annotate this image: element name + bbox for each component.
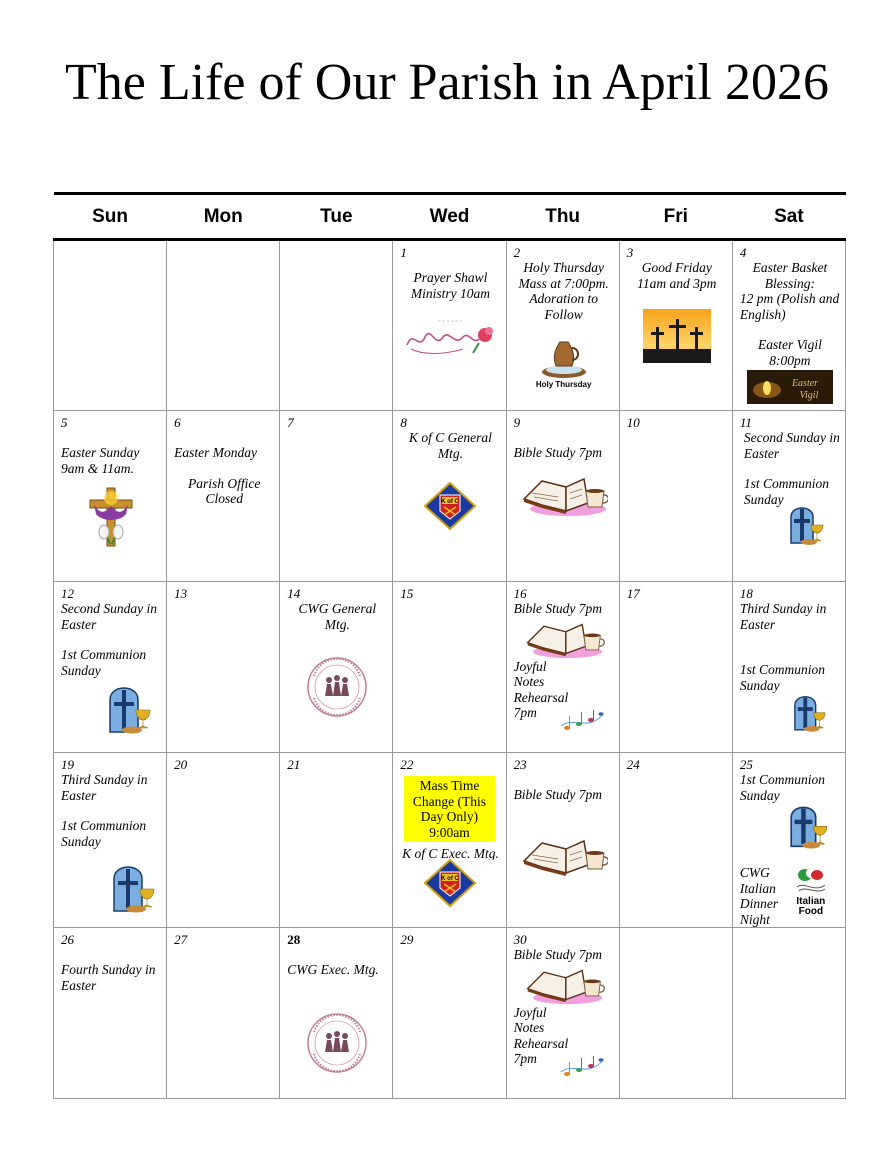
bible-coffee-icon: [520, 965, 608, 1005]
italian-food-icon: [791, 865, 831, 895]
day-cell-12: [54, 582, 167, 753]
week-row: [54, 411, 846, 582]
day-cell-9: [506, 411, 619, 582]
bible-coffee-icon: [520, 473, 608, 517]
day-cell-26: [54, 928, 167, 1099]
weekday-fri: Fri: [619, 194, 732, 240]
empty-day-cell: [280, 240, 393, 411]
event-text: Fourth Sunday in Easter: [61, 962, 156, 993]
weekday-wed: Wed: [393, 194, 506, 240]
empty-day-cell: [619, 928, 732, 1099]
event-text: Easter Vigil 8:00pm: [757, 337, 822, 368]
week-row: [54, 240, 846, 411]
empty-day-cell: [732, 928, 845, 1099]
week-row: [54, 753, 846, 928]
day-number: 20: [174, 757, 188, 772]
day-number: 3: [626, 245, 634, 260]
day-cell-1: [393, 240, 506, 411]
day-cell-3: [619, 240, 732, 411]
day-number: 11: [739, 415, 752, 430]
day-number: 16: [513, 586, 527, 601]
day-cell-27: [167, 928, 280, 1099]
day-number: 23: [513, 757, 527, 772]
stained-glass-chalice-icon: [108, 678, 152, 734]
event-text: Holy Thursday Mass at 7:00pm. Adoration to Follow: [518, 260, 609, 322]
stained-glass-chalice-icon: [112, 857, 156, 913]
stained-glass-chalice-icon: [789, 499, 825, 545]
week-row: [54, 582, 846, 753]
day-cell-29: [393, 928, 506, 1099]
weekday-mon: Mon: [167, 194, 280, 240]
weekday-sun: Sun: [54, 194, 167, 240]
music-notes-icon: [559, 1052, 605, 1080]
day-number: 19: [61, 757, 74, 772]
day-cell-23: [506, 753, 619, 928]
banner-text-word2: Vigil: [799, 390, 819, 401]
image-caption: Italian Food: [796, 896, 826, 917]
empty-day-cell: [54, 240, 167, 411]
event-text: 1st Communion Sunday: [743, 476, 829, 507]
day-number: 13: [174, 586, 188, 601]
day-cell-28: [280, 928, 393, 1099]
event-text: Prayer Shawl Ministry 10am: [410, 270, 491, 301]
week-row: [54, 928, 846, 1099]
day-number: 17: [626, 586, 640, 601]
day-number: 30: [513, 932, 527, 947]
day-cell-15: [393, 582, 506, 753]
day-number: 5: [61, 415, 68, 430]
day-number: 2: [513, 245, 521, 260]
music-notes-icon: [559, 706, 605, 734]
event-text: CWG Exec. Mtg.: [287, 962, 379, 977]
svg-text:K of C: K of C: [441, 876, 460, 882]
day-cell-17: [619, 582, 732, 753]
event-text: Second Sunday in Easter: [61, 601, 157, 632]
weekday-header-row: [54, 194, 846, 240]
event-text: Joyful Notes Rehearsal 7pm: [513, 658, 569, 720]
easter-cross-lily-icon: [86, 486, 136, 552]
day-number: 28: [287, 932, 301, 947]
event-text: CWG General Mtg.: [298, 601, 377, 632]
day-cell-10: [619, 411, 732, 582]
three-crosses-icon: [643, 309, 711, 363]
event-text: Parish Office Closed: [188, 475, 261, 506]
event-text: 1st Communion Sunday: [61, 818, 147, 849]
day-number: 14: [287, 586, 301, 601]
image-caption: Holy Thursday: [535, 380, 592, 389]
day-cell-8: [393, 411, 506, 582]
day-number: 9: [513, 415, 521, 430]
cwg-league-seal-icon: [302, 1012, 372, 1074]
empty-day-cell: [167, 240, 280, 411]
day-cell-4: [732, 240, 845, 411]
day-number: 7: [287, 415, 294, 430]
day-cell-22: [393, 753, 506, 928]
event-text: K of C Exec. Mtg.: [402, 846, 499, 860]
bible-coffee-icon: [520, 835, 608, 879]
calendar-grid: [53, 192, 846, 1099]
day-number: 6: [174, 415, 181, 430]
day-cell-19: [54, 753, 167, 928]
day-cell-16: [506, 582, 619, 753]
day-cell-13: [167, 582, 280, 753]
day-cell-11: [732, 411, 845, 582]
event-text: CWG Italian Dinner Night: [739, 865, 779, 927]
day-number: 24: [626, 757, 640, 772]
event-text: 1st Communion Sunday: [61, 647, 147, 678]
page-title: The Life of Our Parish in April 2026: [65, 54, 829, 111]
event-text: K of C General Mtg.: [409, 430, 492, 461]
day-number: 8: [400, 415, 407, 430]
event-text: Easter Sunday 9am & 11am.: [61, 445, 140, 476]
day-number: 15: [400, 586, 414, 601]
day-cell-2: [506, 240, 619, 411]
event-text: Third Sunday in Easter: [739, 601, 827, 632]
day-number: 1: [400, 245, 407, 260]
day-cell-20: [167, 753, 280, 928]
event-text: Bible Study 7pm: [513, 601, 603, 616]
cwg-league-seal-icon: [302, 656, 372, 718]
event-text: Bible Study 7pm: [513, 445, 603, 460]
knights-of-columbus-emblem-icon: [423, 481, 477, 531]
event-text: 1st Communion Sunday: [739, 662, 825, 693]
event-text: Second Sunday in Easter: [743, 430, 840, 461]
weekday-sat: Sat: [732, 194, 845, 240]
day-number: 26: [61, 932, 74, 947]
stained-glass-chalice-icon: [789, 797, 829, 849]
day-number: 4: [739, 245, 747, 260]
pitcher-basin-icon: [538, 336, 590, 380]
day-number: 25: [739, 757, 753, 772]
bible-coffee-icon: [520, 619, 608, 659]
mass-time-change-highlight: Mass Time Change (This Day Only) 9:00am: [404, 776, 494, 842]
weekday-tue: Tue: [280, 194, 393, 240]
event-text: 12 pm (Polish and English): [739, 291, 840, 322]
day-cell-14: [280, 582, 393, 753]
weekday-thu: Thu: [506, 194, 619, 240]
event-text: Bible Study 7pm: [513, 947, 603, 962]
svg-text:~ ~ ~ ~ ~ ~: ~ ~ ~ ~ ~ ~: [438, 319, 463, 325]
svg-text:K of C: K of C: [441, 499, 460, 505]
event-text: Easter Monday: [174, 445, 257, 460]
day-number: 10: [626, 415, 640, 430]
day-number: 21: [287, 757, 301, 772]
event-text: 1st Communion Sunday: [739, 772, 825, 803]
knights-of-columbus-emblem-icon: [423, 858, 477, 908]
day-cell-7: [280, 411, 393, 582]
day-cell-18: [732, 582, 845, 753]
day-cell-6: [167, 411, 280, 582]
day-number: 18: [739, 586, 753, 601]
day-cell-25: [732, 753, 845, 928]
day-number: 12: [61, 586, 74, 601]
event-text: Bible Study 7pm: [513, 787, 603, 802]
prayer-shawl-script-icon: [403, 315, 497, 359]
day-cell-5: [54, 411, 167, 582]
banner-text-word1: Easter: [791, 378, 818, 389]
day-cell-21: [280, 753, 393, 928]
stained-glass-chalice-icon: [793, 688, 827, 732]
day-cell-30: [506, 928, 619, 1099]
event-text: Easter Basket Blessing:: [752, 260, 828, 291]
event-text: Joyful Notes Rehearsal 7pm: [513, 1004, 569, 1066]
event-text: Good Friday 11am and 3pm: [637, 260, 717, 291]
day-number: 27: [174, 932, 188, 947]
easter-vigil-candle-icon: [747, 370, 833, 404]
day-number: 22: [400, 757, 414, 772]
day-number: 29: [400, 932, 414, 947]
event-text: Third Sunday in Easter: [61, 772, 148, 803]
day-cell-24: [619, 753, 732, 928]
